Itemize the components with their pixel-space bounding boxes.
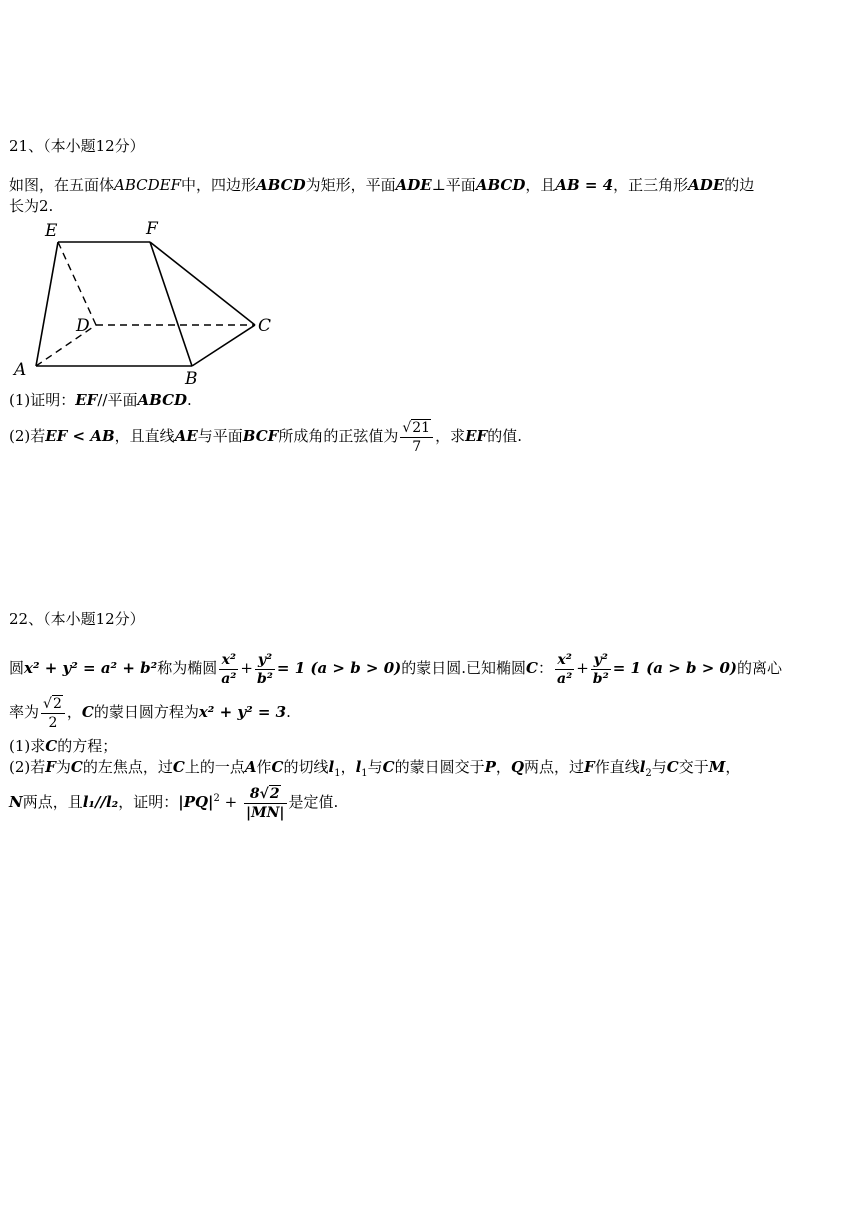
q21-intro-line1: 如图，在五面体ABCDEF中，四边形ABCD为矩形，平面ADE⊥平面ABCD，且AB = 4，正三角形ADE的边 [9,176,755,194]
q21-part1: (1)证明：EF//平面ABCD. [9,391,192,409]
q21-intro-line2: 长为2. [9,197,54,215]
q22-line2: 率为 $\frac{√2}{2}$ ，C的蒙日圆方程为x² + y² = 3. [9,695,291,731]
label-E: E [45,221,58,241]
label-A: A [14,360,27,380]
q21-header: 21、（本小题12分） [9,137,145,155]
sine-fraction: $\frac{√21}{7}$ [400,419,433,456]
label-C: C [258,316,272,336]
label-D: D [76,316,90,336]
q22-part1: (1)求C的方程； [9,737,118,755]
q22-line1: 圆x² + y² = a² + b²称为椭圆 $\frac{\text{x²}}{\text{a²}}$ + $\frac{\text{y²}}{\text{b²}}$ = 1 (a > b > 0)的蒙日圆.已知椭圆C： $\frac{\text{x²}}{\text{a²}}$ + $\frac{\text{y²}}{\text{b²}}$ = 1 (a > b > 0)的离心 [9,651,783,687]
eccentricity-fraction: $\frac{√2}{2}$ [41,695,65,732]
mn-fraction: $\frac{8√2}{|MN|}$ [246,785,285,821]
q22-part2-line2: N两点，且l₁//l₂，证明：$|PQ|^2$ + $\frac{8√2}{|MN|}$ 是定值. [9,785,339,821]
q22-header: 22、（本小题12分） [9,610,145,628]
q22-part2-line1: (2)若F为C的左焦点，过C上的一点A作C的切线$l_1$，$l_1$与C的蒙日圆交于P，Q两点，过F作直线$l_2$与C交于M， [9,758,741,779]
pentahedron-figure [10,218,280,388]
label-B: B [185,369,198,388]
label-F: F [146,219,158,239]
q21-part2: (2)若EF < AB，且直线AE与平面BCF所成角的正弦值为 $\frac{√21}{7}$ ，求EF的值. [9,419,522,455]
